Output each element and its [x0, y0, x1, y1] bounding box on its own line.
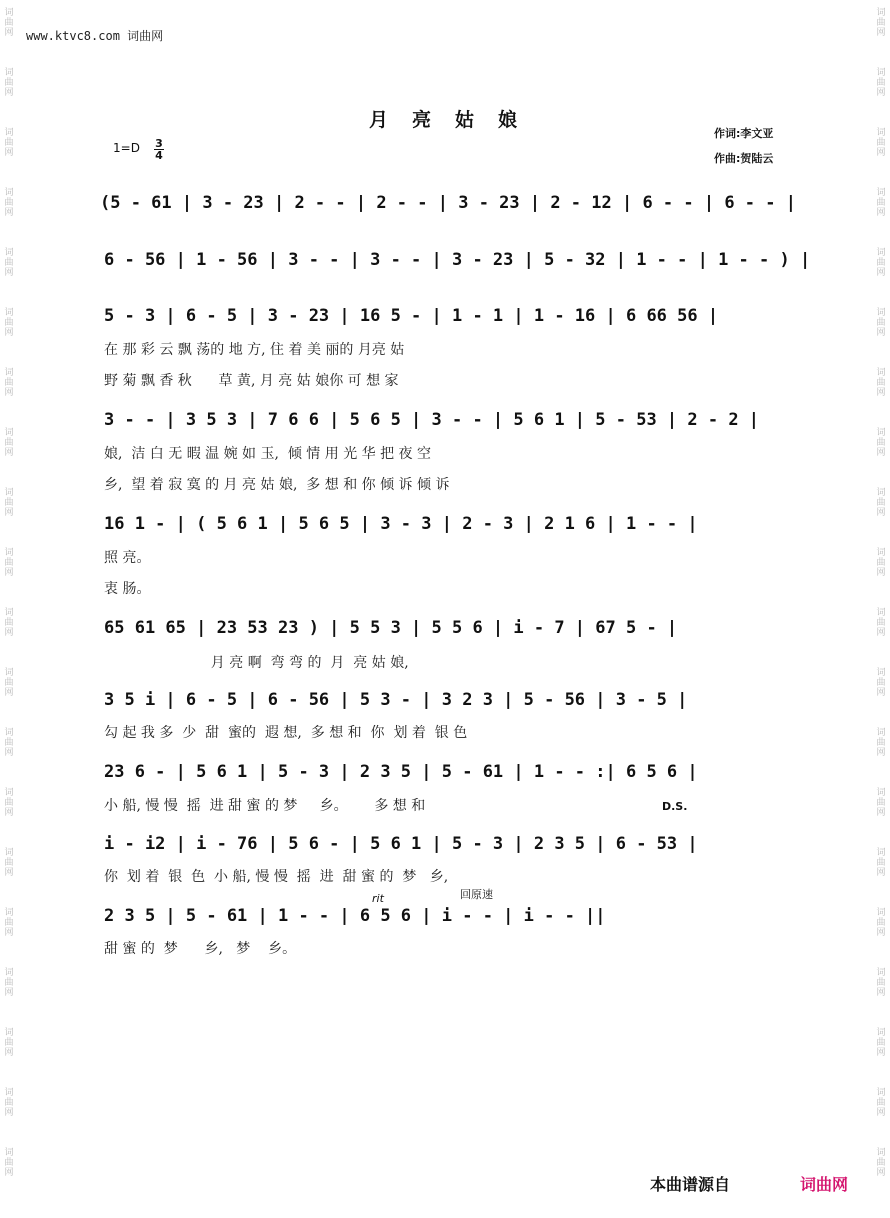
- side-watermark-char: 词: [4, 908, 14, 918]
- side-watermark-char: 网: [4, 688, 14, 698]
- side-watermark-char: 网: [876, 268, 886, 278]
- lyrics-line-3-verse-1: 在 那 彩 云 飘 荡的 地 方, 住 着 美 丽的 月亮 姑: [104, 342, 405, 358]
- side-watermark-char: 网: [4, 508, 14, 518]
- side-watermark-char: 网: [4, 448, 14, 458]
- side-watermark-group: [2, 608, 16, 638]
- side-watermark-char: 曲: [4, 738, 14, 748]
- side-watermark-group: [2, 68, 16, 98]
- rit-marking: rit: [372, 892, 384, 905]
- side-watermark-char: 词: [4, 788, 14, 798]
- footer-site-logo[interactable]: 词曲网: [800, 1175, 849, 1194]
- side-watermark-char: 词: [4, 608, 14, 618]
- side-watermark-char: 词: [4, 248, 14, 258]
- notes-line-5: 16 1 - | ( 5 6 1 | 5 6 5 | 3 - 3 | 2 - 3 | 2 1 6 | 1 - - |: [104, 514, 698, 534]
- side-watermark-char: 曲: [876, 738, 886, 748]
- side-watermark-char: 曲: [876, 1038, 886, 1048]
- side-watermark-char: 词: [876, 308, 886, 318]
- side-watermark-char: 曲: [4, 978, 14, 988]
- side-watermark-char: 词: [876, 8, 886, 18]
- side-watermark-char: 词: [4, 488, 14, 498]
- side-watermark-char: 曲: [4, 858, 14, 868]
- side-watermark-char: 词: [876, 608, 886, 618]
- left-watermark-strip: [2, 0, 16, 1218]
- side-watermark-char: 网: [876, 748, 886, 758]
- side-watermark-char: 词: [876, 848, 886, 858]
- right-watermark-strip: [874, 0, 888, 1218]
- side-watermark-char: 网: [4, 988, 14, 998]
- side-watermark-char: 词: [4, 8, 14, 18]
- notes-line-4: 3 - - | 3 5 3 | 7 6 6 | 5 6 5 | 3 - - | 5 6 1 | 5 - 53 | 2 - 2 |: [104, 410, 760, 430]
- side-watermark-group: [874, 548, 888, 578]
- score-line-6: [100, 618, 790, 646]
- side-watermark-char: 曲: [4, 138, 14, 148]
- side-watermark-group: [2, 728, 16, 758]
- side-watermark-char: 网: [4, 388, 14, 398]
- lyrics-line-5-verse-1: 照 亮。: [104, 550, 151, 566]
- side-watermark-char: 曲: [4, 198, 14, 208]
- side-watermark-char: 词: [4, 1028, 14, 1038]
- side-watermark-char: 曲: [4, 798, 14, 808]
- lyrics-line-9: 你 划 着 银 色 小 船, 慢 慢 摇 进 甜 蜜 的 梦 乡,: [104, 869, 449, 885]
- side-watermark-char: 词: [4, 1148, 14, 1158]
- side-watermark-char: 词: [876, 908, 886, 918]
- side-watermark-char: 网: [4, 28, 14, 38]
- side-watermark-char: 曲: [876, 918, 886, 928]
- side-watermark-char: 网: [4, 208, 14, 218]
- side-watermark-char: 词: [4, 128, 14, 138]
- side-watermark-char: 网: [4, 568, 14, 578]
- side-watermark-char: 曲: [4, 438, 14, 448]
- lyrics-line-7: 勾 起 我 多 少 甜 蜜的 遐 想, 多 想 和 你 划 着 银 色: [104, 725, 468, 741]
- side-watermark-char: 曲: [876, 138, 886, 148]
- notes-line-8: 23 6 - | 5 6 1 | 5 - 3 | 2 3 5 | 5 - 61 | 1 - - :| 6 5 6 |: [104, 762, 698, 782]
- side-watermark-char: 词: [876, 1088, 886, 1098]
- lyricist-credit: 作词:李文亚: [714, 127, 774, 140]
- side-watermark-char: 词: [4, 428, 14, 438]
- side-watermark-char: 词: [876, 788, 886, 798]
- side-watermark-char: 词: [876, 248, 886, 258]
- notes-line-10: 2 3 5 | 5 - 61 | 1 - - | 6 5 6 | i - - | i - - ||: [104, 906, 606, 926]
- side-watermark-char: 词: [4, 368, 14, 378]
- side-watermark-group: [874, 788, 888, 818]
- side-watermark-group: [2, 308, 16, 338]
- side-watermark-group: [874, 668, 888, 698]
- side-watermark-group: [874, 188, 888, 218]
- side-watermark-char: 网: [876, 88, 886, 98]
- side-watermark-char: 网: [876, 388, 886, 398]
- side-watermark-char: 词: [876, 68, 886, 78]
- lyrics-line-4-verse-1: 娘, 洁 白 无 暇 温 婉 如 玉, 倾 情 用 光 华 把 夜 空: [104, 446, 432, 462]
- side-watermark-group: [874, 1088, 888, 1118]
- side-watermark-group: [2, 1148, 16, 1178]
- side-watermark-char: 曲: [876, 1098, 886, 1108]
- side-watermark-char: 曲: [876, 198, 886, 208]
- side-watermark-char: 词: [876, 728, 886, 738]
- footer-source-label: 本曲谱源自: [650, 1175, 731, 1194]
- score-line-7: [100, 690, 790, 718]
- score-line-5: [100, 514, 790, 542]
- side-watermark-char: 网: [4, 1108, 14, 1118]
- key-signature: 1=D: [113, 141, 140, 155]
- side-watermark-char: 词: [4, 188, 14, 198]
- side-watermark-char: 词: [4, 548, 14, 558]
- side-watermark-char: 词: [4, 728, 14, 738]
- side-watermark-group: [2, 848, 16, 878]
- side-watermark-char: 曲: [876, 858, 886, 868]
- side-watermark-char: 网: [4, 808, 14, 818]
- side-watermark-char: 网: [876, 1048, 886, 1058]
- side-watermark-char: 曲: [4, 1098, 14, 1108]
- side-watermark-char: 网: [876, 868, 886, 878]
- side-watermark-char: 词: [876, 428, 886, 438]
- side-watermark-char: 曲: [876, 318, 886, 328]
- score-line-8: [100, 762, 790, 790]
- side-watermark-char: 曲: [876, 18, 886, 28]
- side-watermark-char: 词: [4, 668, 14, 678]
- side-watermark-char: 词: [876, 488, 886, 498]
- side-watermark-char: 网: [4, 928, 14, 938]
- side-watermark-char: 曲: [876, 438, 886, 448]
- score-line-3: [100, 306, 790, 334]
- notes-line-6: 65 61 65 | 23 53 23 ) | 5 5 3 | 5 5 6 | i - 7 | 67 5 - |: [104, 618, 678, 638]
- side-watermark-group: [874, 368, 888, 398]
- side-watermark-char: 曲: [4, 378, 14, 388]
- time-top: 3: [155, 137, 163, 150]
- side-watermark-char: 网: [4, 328, 14, 338]
- side-watermark-group: [874, 728, 888, 758]
- side-watermark-group: [874, 488, 888, 518]
- notes-line-7: 3 5 i | 6 - 5 | 6 - 56 | 5 3 - | 3 2 3 | 5 - 56 | 3 - 5 |: [104, 690, 688, 710]
- side-watermark-char: 网: [876, 148, 886, 158]
- a-tempo-marking: 回原速: [460, 888, 493, 901]
- side-watermark-char: 网: [4, 268, 14, 278]
- side-watermark-char: 曲: [4, 498, 14, 508]
- site-url[interactable]: www.ktvc8.com 词曲网: [26, 29, 164, 43]
- side-watermark-group: [874, 848, 888, 878]
- side-watermark-char: 曲: [4, 78, 14, 88]
- side-watermark-char: 曲: [876, 978, 886, 988]
- side-watermark-char: 词: [876, 548, 886, 558]
- side-watermark-char: 网: [876, 208, 886, 218]
- side-watermark-group: [874, 1148, 888, 1178]
- notes-line-2: 6 - 56 | 1 - 56 | 3 - - | 3 - - | 3 - 23 | 5 - 32 | 1 - - | 1 - - ) |: [104, 250, 811, 270]
- song-title: 月亮姑娘: [368, 109, 541, 131]
- side-watermark-char: 网: [4, 748, 14, 758]
- side-watermark-group: [2, 428, 16, 458]
- side-watermark-group: [874, 968, 888, 998]
- side-watermark-char: 网: [876, 28, 886, 38]
- side-watermark-group: [874, 908, 888, 938]
- time-bottom: 4: [155, 149, 163, 162]
- side-watermark-char: 曲: [4, 318, 14, 328]
- side-watermark-char: 曲: [876, 558, 886, 568]
- side-watermark-char: 曲: [876, 378, 886, 388]
- side-watermark-group: [2, 788, 16, 818]
- time-signature: [154, 138, 164, 161]
- side-watermark-char: 网: [4, 868, 14, 878]
- side-watermark-char: 网: [4, 88, 14, 98]
- lyrics-line-3-verse-2: 野 菊 飘 香 秋 草 黄, 月 亮 姑 娘你 可 想 家: [104, 373, 399, 389]
- side-watermark-char: 曲: [876, 78, 886, 88]
- side-watermark-char: 网: [876, 1108, 886, 1118]
- side-watermark-char: 曲: [876, 258, 886, 268]
- side-watermark-group: [2, 668, 16, 698]
- side-watermark-group: [874, 308, 888, 338]
- side-watermark-char: 网: [876, 928, 886, 938]
- side-watermark-group: [2, 1028, 16, 1058]
- lyrics-line-10: 甜 蜜 的 梦 乡, 梦 乡。: [104, 941, 297, 957]
- notes-line-9: i - i2 | i - 76 | 5 6 - | 5 6 1 | 5 - 3 | 2 3 5 | 6 - 53 |: [104, 834, 698, 854]
- side-watermark-char: 网: [876, 508, 886, 518]
- side-watermark-char: 词: [4, 968, 14, 978]
- side-watermark-char: 网: [876, 1168, 886, 1178]
- side-watermark-char: 网: [4, 1048, 14, 1058]
- notes-line-3: 5 - 3 | 6 - 5 | 3 - 23 | 16 5 - | 1 - 1 | 1 - 16 | 6 66 56 |: [104, 306, 719, 326]
- side-watermark-group: [874, 428, 888, 458]
- lyrics-line-6: 月 亮 啊 弯 弯 的 月 亮 姑 娘,: [104, 655, 409, 671]
- side-watermark-char: 词: [876, 128, 886, 138]
- side-watermark-char: 词: [876, 668, 886, 678]
- side-watermark-char: 词: [4, 68, 14, 78]
- side-watermark-group: [2, 368, 16, 398]
- side-watermark-group: [2, 248, 16, 278]
- side-watermark-char: 网: [876, 448, 886, 458]
- score-line-2: [100, 250, 811, 278]
- lyrics-line-8: 小 船, 慢 慢 摇 进 甜 蜜 的 梦 乡。 多 想 和: [104, 798, 426, 814]
- score-line-10: [100, 906, 790, 934]
- side-watermark-group: [2, 1088, 16, 1118]
- side-watermark-group: [2, 488, 16, 518]
- lyrics-line-5-verse-2: 衷 肠。: [104, 581, 151, 597]
- side-watermark-group: [2, 188, 16, 218]
- notes-line-1: (5 - 61 | 3 - 23 | 2 - - | 2 - - | 3 - 23 | 2 - 12 | 6 - - | 6 - - |: [100, 193, 796, 213]
- side-watermark-char: 词: [876, 968, 886, 978]
- side-watermark-group: [2, 968, 16, 998]
- side-watermark-char: 词: [4, 308, 14, 318]
- side-watermark-char: 网: [876, 328, 886, 338]
- side-watermark-char: 曲: [876, 1158, 886, 1168]
- side-watermark-char: 词: [876, 1028, 886, 1038]
- side-watermark-group: [874, 248, 888, 278]
- side-watermark-group: [874, 128, 888, 158]
- side-watermark-group: [2, 548, 16, 578]
- side-watermark-char: 曲: [876, 498, 886, 508]
- side-watermark-char: 词: [876, 188, 886, 198]
- side-watermark-char: 曲: [876, 678, 886, 688]
- side-watermark-group: [874, 1028, 888, 1058]
- side-watermark-char: 曲: [876, 798, 886, 808]
- side-watermark-group: [874, 8, 888, 38]
- side-watermark-char: 网: [876, 988, 886, 998]
- side-watermark-char: 网: [4, 148, 14, 158]
- side-watermark-char: 曲: [4, 918, 14, 928]
- lyrics-line-4-verse-2: 乡, 望 着 寂 寞 的 月 亮 姑 娘, 多 想 和 你 倾 诉 倾 诉: [104, 477, 450, 493]
- side-watermark-char: 曲: [876, 618, 886, 628]
- side-watermark-char: 曲: [4, 558, 14, 568]
- side-watermark-char: 网: [876, 628, 886, 638]
- score-line-4: [100, 410, 790, 438]
- side-watermark-char: 曲: [4, 1038, 14, 1048]
- composer-credit: 作曲:贺陆云: [714, 152, 774, 165]
- side-watermark-group: [874, 608, 888, 638]
- side-watermark-group: [2, 8, 16, 38]
- side-watermark-char: 网: [876, 688, 886, 698]
- side-watermark-char: 词: [4, 1088, 14, 1098]
- side-watermark-char: 曲: [4, 678, 14, 688]
- side-watermark-char: 词: [4, 848, 14, 858]
- side-watermark-group: [2, 908, 16, 938]
- score-line-9: [100, 834, 790, 862]
- side-watermark-char: 网: [4, 1168, 14, 1178]
- side-watermark-char: 词: [876, 1148, 886, 1158]
- side-watermark-char: 网: [876, 808, 886, 818]
- side-watermark-char: 曲: [4, 18, 14, 28]
- score-line-1: [100, 193, 796, 221]
- side-watermark-group: [874, 68, 888, 98]
- side-watermark-char: 曲: [4, 618, 14, 628]
- side-watermark-char: 词: [876, 368, 886, 378]
- ds-marking: D.S.: [662, 800, 688, 813]
- side-watermark-char: 曲: [4, 1158, 14, 1168]
- side-watermark-char: 曲: [4, 258, 14, 268]
- side-watermark-char: 网: [4, 628, 14, 638]
- side-watermark-char: 网: [876, 568, 886, 578]
- side-watermark-group: [2, 128, 16, 158]
